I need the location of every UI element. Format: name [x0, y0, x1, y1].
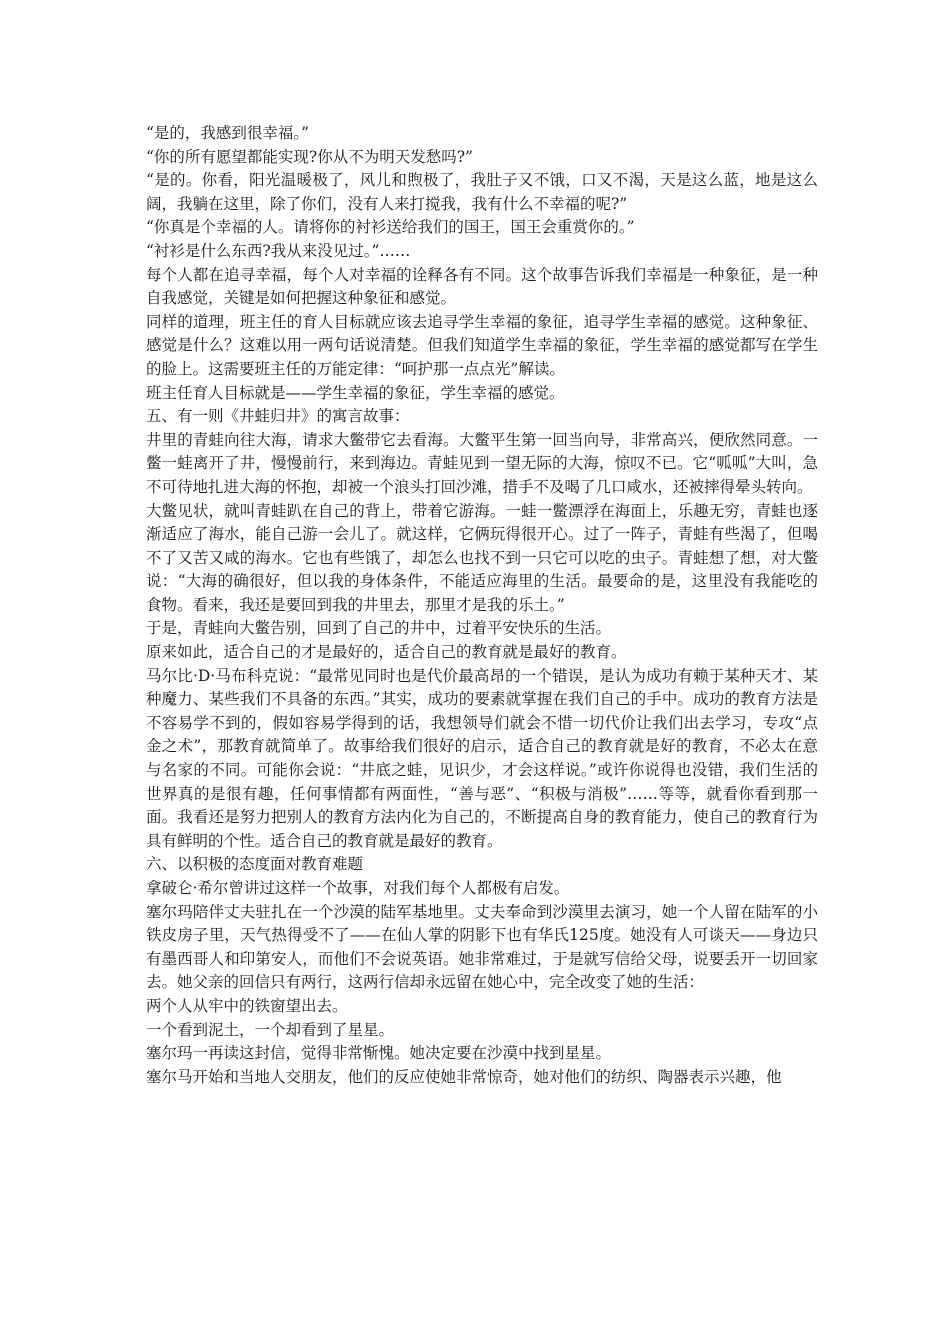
paragraph: 大鳖见状，就叫青蛙趴在自己的背上，带着它游海。一蛙一鳖漂浮在海面上，乐趣无穷，青蛙也逐渐适应了海水，能自己游一会儿了。就这样，它俩玩得很开心。过了一阵子，青蛙有些渴了，但喝不了又苦又咸的海水。它也有些饿了，却怎么也找不到一只它可以吃的虫子。青蛙想了想，对大鳖说：“大海的确很好，但以我的身体条件，不能适应海里的生活。最要命的是，这里没有我能吃的食物。看来，我还是要回到我的井里去，那里才是我的乐土。” — [146, 501, 818, 614]
paragraph: 塞尔马开始和当地人交朋友，他们的反应使她非常惊奇，她对他们的纺织、陶器表示兴趣，他 — [146, 1067, 782, 1086]
paragraph: 井里的青蛙向往大海，请求大鳖带它去看海。大鳖平生第一回当向导，非常高兴，便欣然同意。一鳖一蛙离开了井，慢慢前行，来到海边。青蛙见到一望无际的大海，惊叹不已。它“呱呱”大叫，急不可待地扎进大海的怀抱，却被一个浪头打回沙滩，措手不及喝了几口咸水，还被摔得晕头转向。 — [146, 430, 818, 496]
paragraph: 塞尔玛一再读这封信，觉得非常惭愧。她决定要在沙漠中找到星星。 — [146, 1044, 612, 1063]
paragraph: “你的所有愿望都能实现?你从不为明天发愁吗?” — [146, 147, 473, 166]
paragraph: “你真是个幸福的人。请将你的衬衫送给我们的国王，国王会重赏你的。” — [146, 218, 635, 237]
paragraph: 班主任育人目标就是——学生幸福的象征，学生幸福的感觉。 — [146, 383, 565, 402]
paragraph: 一个看到泥土，一个却看到了星星。 — [146, 1020, 395, 1039]
paragraph: 原来如此，适合自己的才是最好的，适合自己的教育就是最好的教育。 — [146, 643, 627, 662]
paragraph: 同样的道理，班主任的育人目标就应该去追寻学生幸福的象征，追寻学生幸福的感觉。这种象征、感觉是什么？这难以用一两句话说清楚。但我们知道学生幸福的象征，学生幸福的感觉都写在学生的脸上。这需要班主任的万能定律：“呵护那一点点光”解读。 — [146, 312, 818, 378]
paragraph: “是的。你看，阳光温暖极了，风儿和煦极了，我肚子又不饿，口又不渴，天是这么蓝，地是这么阔，我躺在这里，除了你们，没有人来打搅我，我有什么不幸福的呢?” — [146, 171, 818, 213]
section-heading: 六、以积极的态度面对教育难题 — [146, 855, 364, 874]
section-heading: 五、有一则《井蛙归井》的寓言故事： — [146, 407, 410, 426]
paragraph: 两个人从牢中的铁窗望出去。 — [146, 996, 348, 1015]
paragraph: 马尔比·D·马布科克说：“最常见同时也是代价最高昂的一个错误，是认为成功有赖于某种天才、某种魔力、某些我们不具备的东西。”其实，成功的要素就掌握在我们自己的手中。成功的教育方法是不容易学不到的，假如容易学得到的话，我想领导们就会不惜一切代价让我们出去学习，专攻“点金之术”，那教育就简单了。故事给我们很好的启示，适合自己的教育就是好的教育，不必太在意与名家的不同。可能你会说：“井底之蛙，见识少，才会这样说。”或许你说得也没错，我们生活的世界真的是很有趣，任何事情都有两面性，“善与恶”、“积极与消极”……等等，就看你看到那一面。我看还是努力把别人的教育方法内化为自己的，不断提高自身的教育能力，使自己的教育行为具有鲜明的个性。适合自己的教育就是最好的教育。 — [146, 666, 818, 850]
paragraph: “是的，我感到很幸福。” — [146, 124, 310, 142]
document-body — [146, 122, 818, 1089]
paragraph: 每个人都在追寻幸福，每个人对幸福的诠释各有不同。这个故事告诉我们幸福是一种象征，是一种自我感觉，关键是如何把握这种象征和感觉。 — [146, 265, 818, 308]
paragraph: 拿破仑·希尔曾讲过这样一个故事，对我们每个人都极有启发。 — [146, 879, 570, 897]
paragraph: “衬衫是什么东西?我从来没见过。”…… — [146, 241, 411, 260]
paragraph: 塞尔玛陪伴丈夫驻扎在一个沙漠的陆军基地里。丈夫奉命到沙漠里去演习，她一个人留在陆军的小铁皮房子里，天气热得受不了——在仙人掌的阴影下也有华氏125度。她没有人可谈天——身边只有墨西哥人和印第安人，而他们不会说英语。她非常难过，于是就写信给父母，说要丢开一切回家去。她父亲的回信只有两行，这两行信却永远留在她心中，完全改变了她的生活： — [146, 902, 818, 992]
paragraph: 于是，青蛙向大鳖告别，回到了自己的井中，过着平安快乐的生活。 — [146, 619, 612, 638]
